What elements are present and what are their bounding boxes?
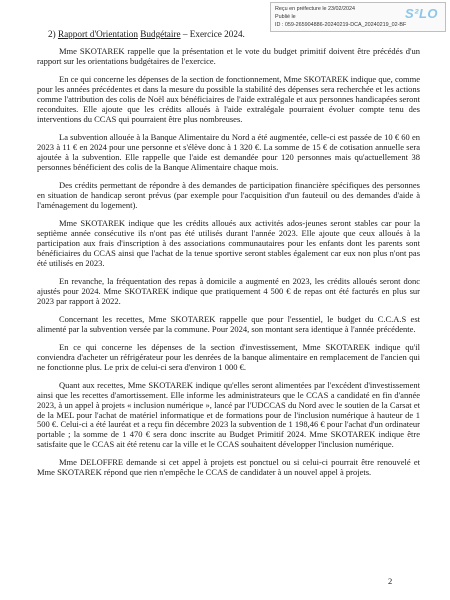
paragraph: Concernant les recettes, Mme SKOTAREK rappelle que pour l'essentiel, le budget du C.C.A.S est alimenté par la subvention versée par la commune. Pour 2024, son montant sera identique à l'année précédente. — [37, 313, 420, 334]
s2lo-logo — [405, 6, 438, 21]
paragraph: En ce qui concerne les dépenses de la section de fonctionnement, Mme SKOTAREK indique que, comme pour les années précédentes et dans la mesure du possible la stabilité des dépenses sera recherchée et les actions comme l'attribution des colis de Noël aux bénéficiaires de l'aide extralégale et aux personnes handicapées seront reconduites. Elle ajoute que les crédits alloués à l'aide extralégale pourraient évoluer compte tenu des interventions du CCAS qui pourraient être plus nombreuses. — [37, 74, 420, 124]
stamp-received-date: Reçu en préfecture le 23/02/2024 — [275, 6, 356, 12]
paragraph: Mme DELOFFRE demande si cet appel à projets est ponctuel ou si celui-ci pourrait être renouvelé et Mme SKOTAREK répond que rien n'empêche le CCAS de candidater à un nouvel appel à projets. — [37, 457, 420, 478]
paragraph: Quant aux recettes, Mme SKOTAREK indique qu'elles seront alimentées par l'excédent d'investissement ainsi que les recettes d'amortissement. Elle informe les administrateurs que le CCAS a candidaté en fin d'année 2023, à un appel à projets « inclusion numérique », lancé par l'UDCCAS du Nord avec le soutien de la Carsat et de la MEL pour l'achat de matériel informatique et de formations pour de l'inclusion numérique à hauteur de 1 500 €. Celui-ci a été lauréat et a reçu fin décembre 2023 la subvention de 1 198,46 € pour l'achat d'un ordinateur portable ; la somme de 1 470 € sera donc inscrite au Budget Primitif 2024. Mme SKOTAREK indique être satisfaite que le CCAS ait été retenu car la ville et le CCAS souhaitent développer l'inclusion numérique. — [37, 379, 420, 450]
section-heading — [48, 28, 245, 40]
heading-title-part2: Budgétaire — [140, 29, 181, 39]
logo-text: S²LO — [404, 6, 438, 21]
prefecture-receipt-stamp — [270, 2, 446, 32]
stamp-published: Publié le — [275, 14, 296, 20]
paragraph: En ce qui concerne les dépenses de la section d'investissement, Mme SKOTAREK indique qu'il conviendra d'acheter un réfrigérateur pour les denrées de la banque alimentaire en remplacement de l'ancien qui ne fonctionne plus. Le prix de celui-ci sera d'environ 1 000 €. — [37, 341, 420, 372]
paragraph: Mme SKOTAREK indique que les crédits alloués aux activités ados-jeunes seront stables car pour la septième année consécutive ils n'ont pas été utilisés durant l'année 2023. Elle ajoute que ceux alloués à la participation aux frais d'inscription à des associations communautaires pour les enfants dont les parents sont bénéficiaires du CCAS ainsi que l'achat de la tenue sportive seront stables également car eux non plus n'ont pas été utilisés en 2023. — [37, 217, 420, 268]
heading-title-part3: – Exercice 2024. — [182, 29, 245, 39]
document-body — [37, 47, 420, 487]
stamp-document-id: ID : 059-265904886-20240219-DCA_20240219_02-BF — [275, 22, 407, 28]
paragraph: Mme SKOTAREK rappelle que la présentation et le vote du budget primitif doivent être précédés d'un rapport sur les orientations budgétaires de l'exercice. — [37, 46, 420, 66]
paragraph: La subvention allouée à la Banque Alimentaire du Nord a été augmentée, celle-ci est passée de 10 € 60 en 2023 à 11 € en 2024 pour une personne et s'élève donc à 1 320 €. La somme de 15 € de cotisation annuelle sera ajoutée à la subvention. Elle rappelle que l'aide est demandée pour 120 personnes mais qu'actuellement 38 personnes bénéficient des colis de la Banque Alimentaire chaque mois. — [37, 131, 420, 172]
paragraph: En revanche, la fréquentation des repas à domicile a augmenté en 2023, les crédits alloués seront donc ajustés pour 2024. Mme SKOTAREK indique que pratiquement 4 500 € de repas ont été facturés en plus sur 2023 par rapport à 2022. — [37, 275, 420, 306]
page-number: 2 — [388, 576, 393, 586]
heading-title-part1: Rapport d'Orientation — [57, 29, 138, 39]
heading-number: 2) — [48, 29, 56, 39]
paragraph: Des crédits permettant de répondre à des demandes de participation financière spécifiques des personnes en situation de handicap seront prévus (par exemple pour l'acquisition d'un fauteuil ou des demandes d'aide à l'aménagement du logement). — [37, 179, 420, 210]
